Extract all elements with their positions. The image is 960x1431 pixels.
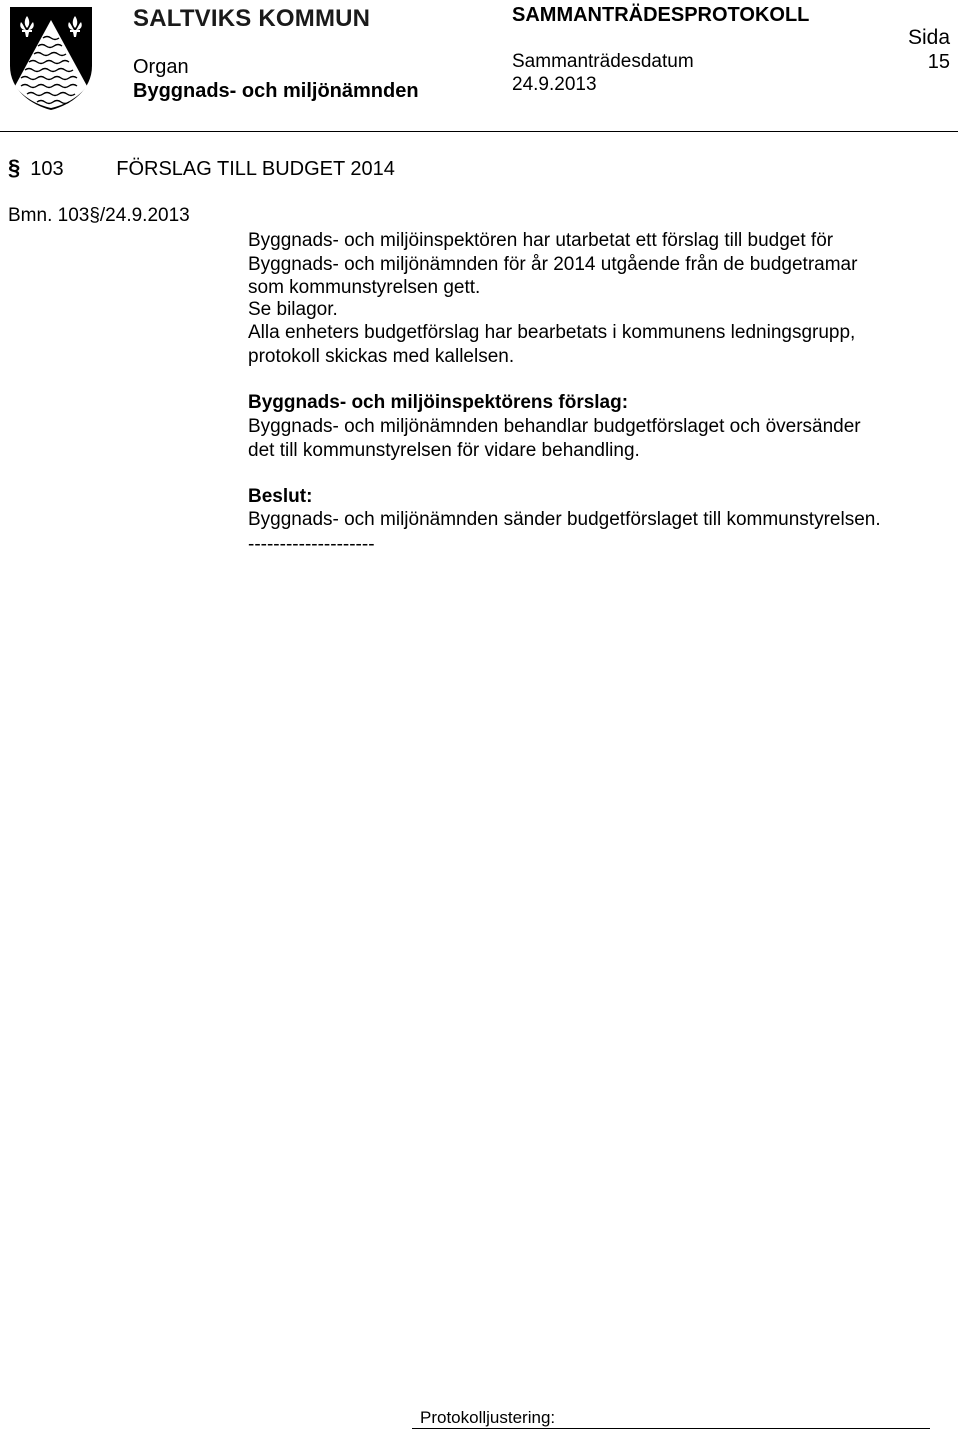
organ-label: Organ xyxy=(133,56,189,78)
process-line: protokoll skickas med kallelsen. xyxy=(248,345,515,367)
decision-text: Byggnads- och miljönämnden sänder budgetförslaget till kommunstyrelsen. xyxy=(248,509,881,530)
section-separator: -------------------- xyxy=(248,534,375,555)
meeting-date-value: 24.9.2013 xyxy=(512,74,597,95)
proposal-line: Byggnads- och miljönämnden behandlar budgetförslaget och översänder xyxy=(248,416,861,437)
reference-paragraph-sign: § xyxy=(89,205,100,226)
meeting-date-label: Sammanträdesdatum xyxy=(512,51,694,72)
intro-line: Byggnads- och miljönämnden för år 2014 utgående från de budgetramar xyxy=(248,253,858,275)
section-title: FÖRSLAG TILL BUDGET 2014 xyxy=(116,158,395,180)
coat-of-arms-icon xyxy=(7,4,95,112)
section-number: 103 xyxy=(30,158,64,180)
organ-value: Byggnads- och miljönämnden xyxy=(133,80,419,102)
process-paragraph xyxy=(248,321,855,368)
page-label: Sida xyxy=(907,26,950,49)
proposal-line: det till kommunstyrelsen för vidare behandling. xyxy=(248,439,640,461)
document-title: SAMMANTRÄDESPROTOKOLL xyxy=(512,4,810,26)
intro-line: som kommunstyrelsen gett. xyxy=(248,277,481,298)
verification-signature-line xyxy=(412,1428,930,1429)
page-number: 15 xyxy=(927,51,950,73)
intro-paragraph xyxy=(248,229,857,300)
header-divider xyxy=(0,131,958,132)
paragraph-sign: § xyxy=(8,155,21,180)
section-heading xyxy=(8,155,395,181)
reference-line xyxy=(8,205,190,227)
municipality-name: SALTVIKS KOMMUN xyxy=(133,5,371,32)
reference-date: /24.9.2013 xyxy=(99,205,190,226)
attachments-note: Se bilagor. xyxy=(248,299,338,320)
reference-prefix: Bmn. 103 xyxy=(8,205,90,226)
process-line: Alla enheters budgetförslag har bearbetats i kommunens ledningsgrupp, xyxy=(248,322,856,343)
proposal-paragraph xyxy=(248,415,861,462)
verification-label: Protokolljustering: xyxy=(420,1408,556,1427)
proposal-heading: Byggnads- och miljöinspektörens förslag: xyxy=(248,392,629,413)
decision-heading: Beslut: xyxy=(248,486,313,507)
intro-line: Byggnads- och miljöinspektören har utarbetat ett förslag till budget för xyxy=(248,230,834,251)
